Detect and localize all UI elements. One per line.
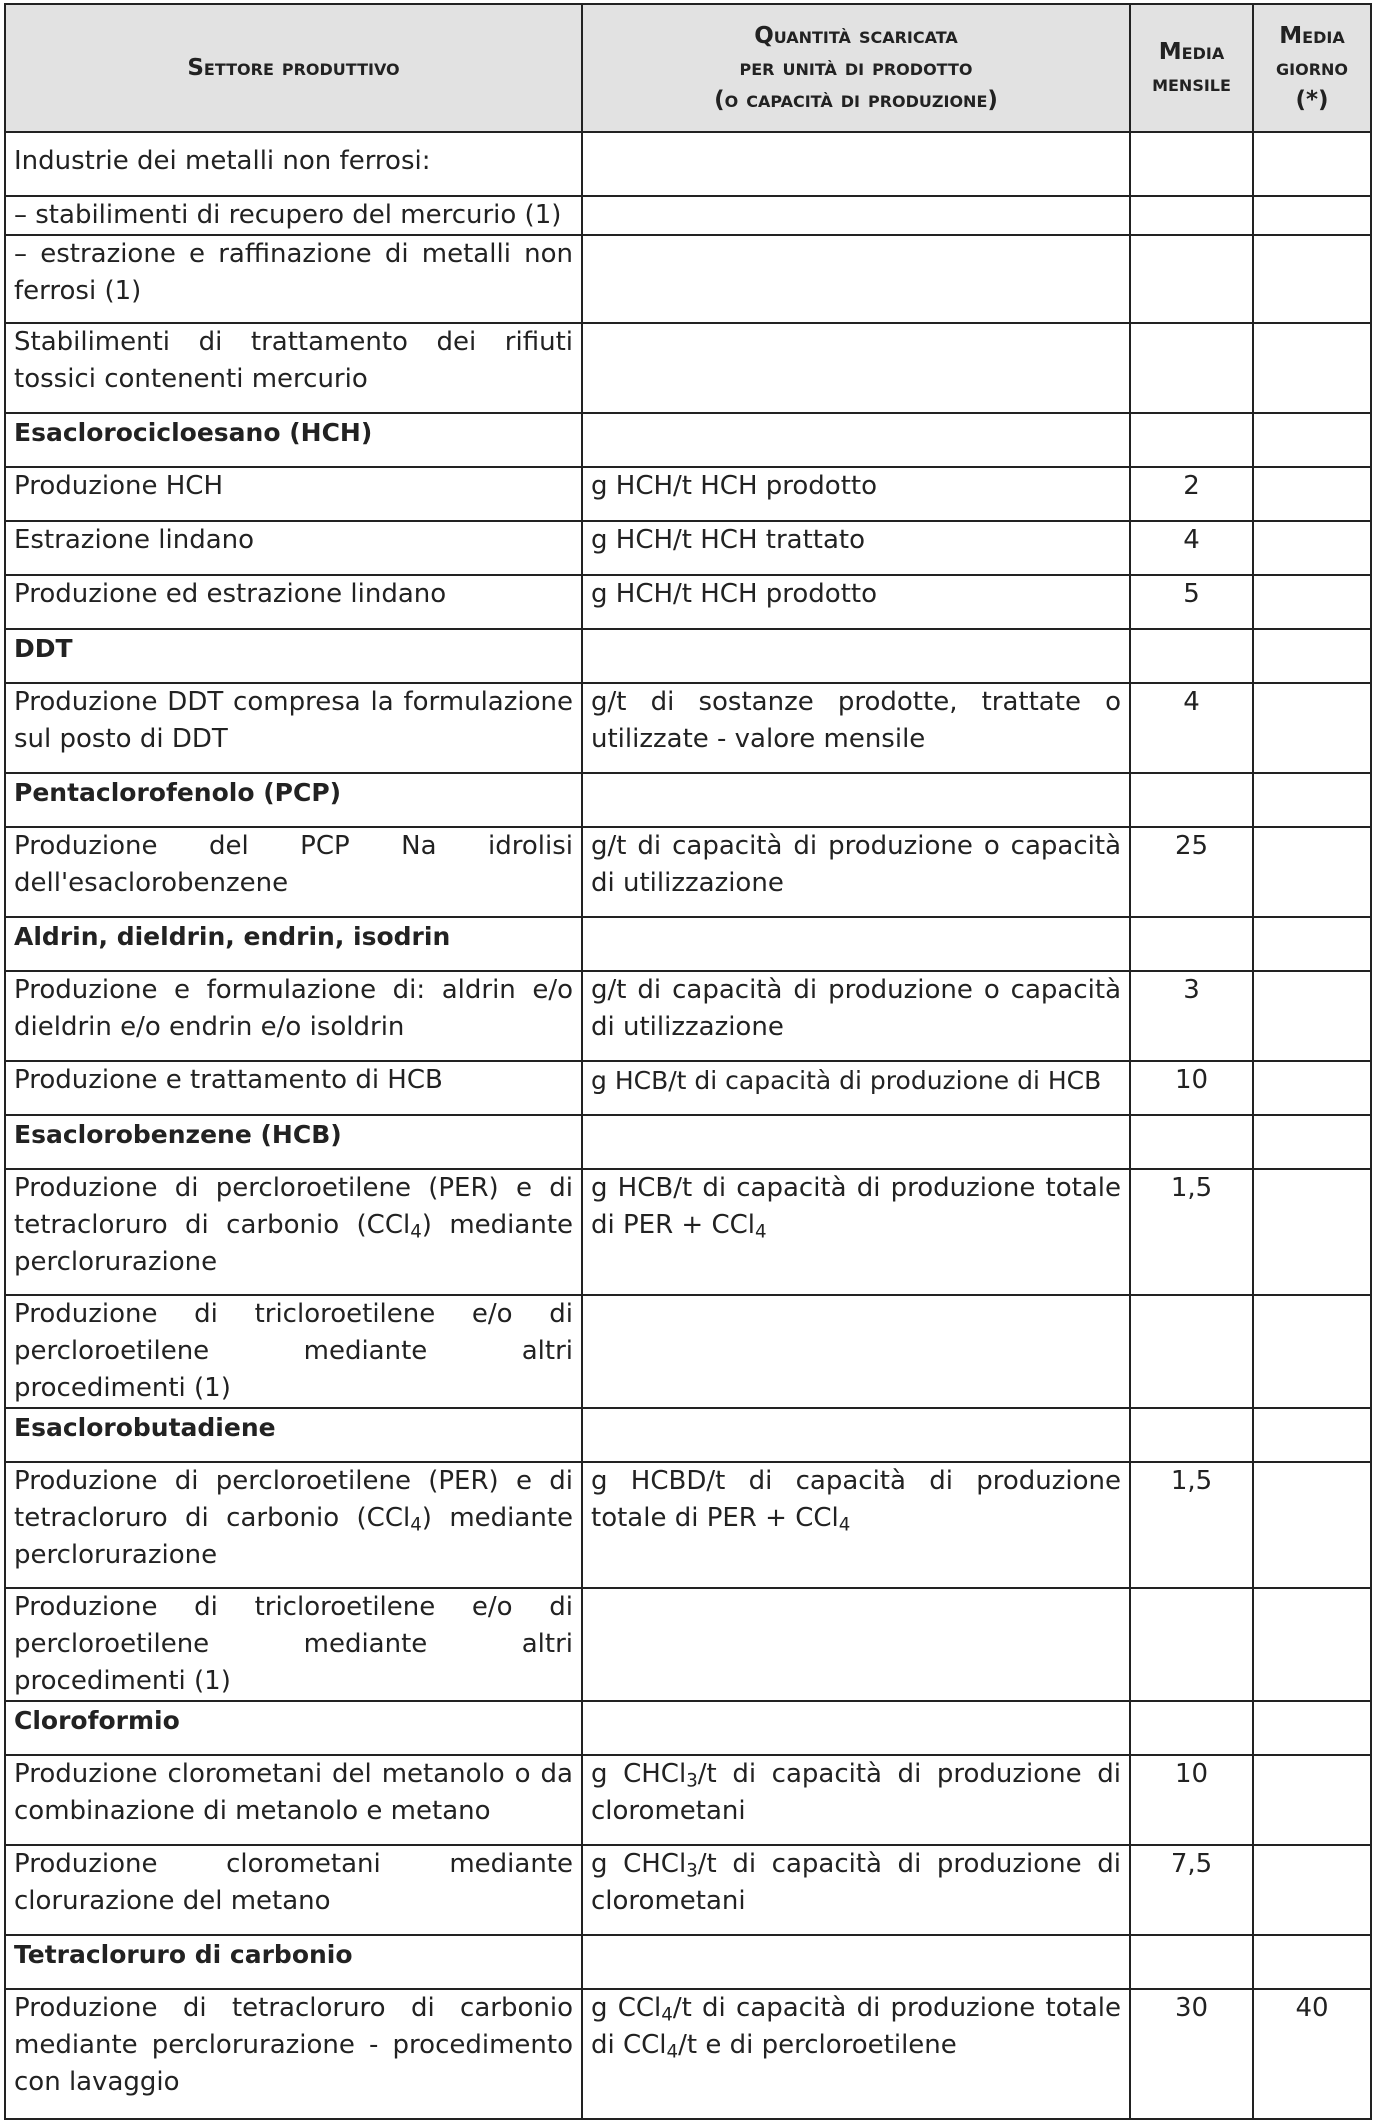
cell-media-giorno [1253,467,1371,521]
section-row [5,1408,1371,1462]
table-row [5,235,1371,323]
cell-quantita: g HCB/t di capacità di produzione di HCB [582,1061,1130,1115]
header-settore: Settore produttivo [5,4,582,132]
cell-media-giorno [1253,235,1371,323]
table-row [5,971,1371,1061]
cell-media-giorno [1253,629,1371,683]
cell-media-giorno [1253,1701,1371,1755]
cell-media-mensile [1130,413,1253,467]
cell-media-giorno [1253,575,1371,629]
cell-media-giorno [1253,1935,1371,1989]
cell-media-mensile [1130,1588,1253,1701]
cell-quantita [582,1408,1130,1462]
cell-settore: Produzione di tetracloruro di carbonio mediante perclorurazione - procedimento con lavaggio [5,1989,582,2119]
cell-media-giorno [1253,323,1371,413]
table-row [5,132,1371,196]
cell-media-giorno [1253,1462,1371,1588]
section-row [5,917,1371,971]
cell-quantita [582,773,1130,827]
cell-media-mensile [1130,196,1253,235]
table-row [5,1295,1371,1408]
cell-quantita: g/t di sostanze prodotte, trattate o utilizzate - valore mensile [582,683,1130,773]
table-row [5,1462,1371,1588]
cell-media-mensile [1130,917,1253,971]
cell-media-giorno [1253,971,1371,1061]
cell-media-giorno [1253,413,1371,467]
cell-media-giorno [1253,196,1371,235]
table-row [5,1755,1371,1845]
cell-media-mensile [1130,235,1253,323]
cell-media-mensile: 25 [1130,827,1253,917]
header-media-mensile: Media mensile [1130,4,1253,132]
section-row [5,1701,1371,1755]
cell-quantita [582,1701,1130,1755]
cell-quantita [582,917,1130,971]
cell-media-mensile: 30 [1130,1989,1253,2119]
cell-media-giorno [1253,1295,1371,1408]
table-row [5,467,1371,521]
header-quantita: Quantità scaricata per unità di prodotto (o capacità di produzione) [582,4,1130,132]
section-heading: Tetracloruro di carbonio [5,1935,582,1989]
cell-quantita: g CHCl$_3$/t di capacità di produzione di clorometani [582,1755,1130,1845]
table-row [5,1989,1371,2119]
section-heading: Cloroformio [5,1701,582,1755]
cell-quantita: g HCB/t di capacità di produzione totale di PER + CCl$_4$ [582,1169,1130,1295]
cell-quantita [582,629,1130,683]
cell-quantita [582,1295,1130,1408]
cell-settore: Industrie dei metalli non ferrosi: [5,132,582,196]
cell-quantita: g HCH/t HCH prodotto [582,467,1130,521]
cell-settore: Produzione e formulazione di: aldrin e/o dieldrin e/o endrin e/o isoldrin [5,971,582,1061]
cell-quantita: g HCBD/t di capacità di produzione totale di PER + CCl$_4$ [582,1462,1130,1588]
cell-media-mensile: 10 [1130,1755,1253,1845]
cell-settore: Stabilimenti di trattamento dei rifiuti tossici contenenti mercurio [5,323,582,413]
cell-media-giorno: 40 [1253,1989,1371,2119]
cell-media-mensile [1130,132,1253,196]
cell-settore: Produzione DDT compresa la formulazione sul posto di DDT [5,683,582,773]
cell-media-giorno [1253,1169,1371,1295]
cell-media-giorno [1253,132,1371,196]
cell-media-giorno [1253,1755,1371,1845]
cell-media-mensile [1130,1935,1253,1989]
cell-media-giorno [1253,1061,1371,1115]
table-row [5,1169,1371,1295]
cell-quantita [582,1115,1130,1169]
section-heading: Esaclorocicloesano (HCH) [5,413,582,467]
cell-media-giorno [1253,1588,1371,1701]
cell-settore: Produzione di percloroetilene (PER) e di tetracloruro di carbonio (CCl$_4$) mediante perclorurazione [5,1169,582,1295]
cell-media-mensile [1130,1295,1253,1408]
cell-settore: Produzione del PCP Na idrolisi dell'esaclorobenzene [5,827,582,917]
cell-settore: Produzione clorometani mediante clorurazione del metano [5,1845,582,1935]
cell-media-mensile [1130,773,1253,827]
table-row [5,683,1371,773]
cell-media-giorno [1253,521,1371,575]
cell-quantita: g HCH/t HCH prodotto [582,575,1130,629]
cell-media-mensile [1130,1701,1253,1755]
cell-quantita: g/t di capacità di produzione o capacità di utilizzazione [582,971,1130,1061]
section-heading: Aldrin, dieldrin, endrin, isodrin [5,917,582,971]
cell-media-giorno [1253,827,1371,917]
table-row [5,1845,1371,1935]
cell-settore: Produzione di tricloroetilene e/o di percloroetilene mediante altri procedimenti (1) [5,1588,582,1701]
cell-quantita [582,323,1130,413]
table-row [5,1588,1371,1701]
cell-quantita [582,1935,1130,1989]
cell-media-giorno [1253,1845,1371,1935]
cell-media-mensile [1130,1115,1253,1169]
cell-settore: Produzione e trattamento di HCB [5,1061,582,1115]
cell-settore: – estrazione e raffinazione di metalli non ferrosi (1) [5,235,582,323]
section-row [5,1115,1371,1169]
cell-quantita [582,1588,1130,1701]
cell-media-mensile [1130,323,1253,413]
cell-media-mensile: 1,5 [1130,1462,1253,1588]
cell-quantita [582,196,1130,235]
discharge-limits-table [4,3,1372,2120]
cell-settore: Produzione di percloroetilene (PER) e di tetracloruro di carbonio (CCl$_4$) mediante perclorurazione [5,1462,582,1588]
cell-settore: Estrazione lindano [5,521,582,575]
table-row [5,323,1371,413]
cell-media-mensile: 4 [1130,521,1253,575]
section-row [5,629,1371,683]
cell-media-giorno [1253,773,1371,827]
cell-settore: Produzione ed estrazione lindano [5,575,582,629]
header-media-giorno: Media giorno (*) [1253,4,1371,132]
section-heading: DDT [5,629,582,683]
table-row [5,1061,1371,1115]
cell-media-giorno [1253,683,1371,773]
cell-quantita: g/t di capacità di produzione o capacità di utilizzazione [582,827,1130,917]
cell-quantita [582,235,1130,323]
section-row [5,1935,1371,1989]
cell-media-giorno [1253,1408,1371,1462]
cell-media-mensile [1130,629,1253,683]
cell-quantita: g HCH/t HCH trattato [582,521,1130,575]
section-heading: Esaclorobenzene (HCB) [5,1115,582,1169]
cell-media-mensile: 3 [1130,971,1253,1061]
header-row [5,4,1371,132]
table-row [5,827,1371,917]
cell-media-mensile: 4 [1130,683,1253,773]
table-row [5,521,1371,575]
cell-media-mensile: 10 [1130,1061,1253,1115]
cell-quantita: g CCl$_4$/t di capacità di produzione totale di CCl$_4$/t e di percloroetilene [582,1989,1130,2119]
cell-quantita [582,413,1130,467]
cell-media-giorno [1253,1115,1371,1169]
cell-media-mensile: 7,5 [1130,1845,1253,1935]
table-row [5,196,1371,235]
cell-media-mensile: 1,5 [1130,1169,1253,1295]
cell-settore: Produzione clorometani del metanolo o da combinazione di metanolo e metano [5,1755,582,1845]
cell-media-mensile: 2 [1130,467,1253,521]
table-row [5,575,1371,629]
section-heading: Pentaclorofenolo (PCP) [5,773,582,827]
cell-settore: Produzione HCH [5,467,582,521]
cell-quantita: g CHCl$_3$/t di capacità di produzione di clorometani [582,1845,1130,1935]
section-row [5,773,1371,827]
section-heading: Esaclorobutadiene [5,1408,582,1462]
section-row [5,413,1371,467]
cell-media-mensile: 5 [1130,575,1253,629]
cell-quantita [582,132,1130,196]
cell-settore: Produzione di tricloroetilene e/o di percloroetilene mediante altri procedimenti (1) [5,1295,582,1408]
cell-media-giorno [1253,917,1371,971]
cell-settore: – stabilimenti di recupero del mercurio (1) [5,196,582,235]
cell-media-mensile [1130,1408,1253,1462]
